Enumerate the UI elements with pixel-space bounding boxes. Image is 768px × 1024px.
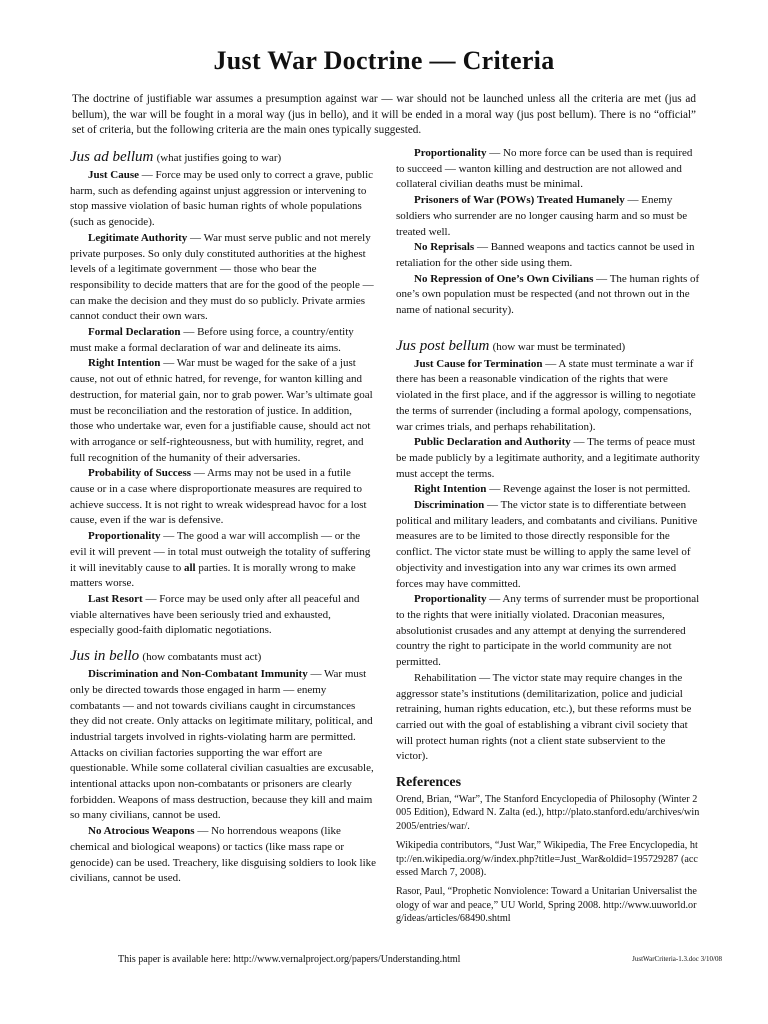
criterion-text: Force may be used only to correct a grave, public harm, such as defending against unjust aggression or intervening to stop massive violation of basic human rights of whole populations (such as genocide). (70, 169, 374, 229)
criterion: Right Intention — Revenge against the loser is not permitted. (414, 483, 691, 496)
criterion: Proportionality — The good a war will accomplish — or the evil it will prevent — in total must outweigh the totality of suffering it will inevitably cause to all parties. It is morally wrong to make matters worse. (70, 530, 371, 590)
criterion-text: Banned weapons and tactics cannot be used in retaliation for the other side using them. (396, 241, 695, 269)
criterion: Proportionality — Any terms of surrender must be proportional to the rights that were initially violated. Draconian measures, absolutionist crusades and any attempt at denying the surrendered country the right to participate in the world community are not permitted. (396, 593, 700, 669)
criterion: Probability of Success — Arms may not be used in a futile cause or in a case where disproportionate measures are required to achieve success. It is not right to wreak widespread havoc for a lost cause, even if the war is defensive. (70, 467, 367, 527)
criterion-text: The human rights of one’s own population must be respected (and not thrown out in the name of national security). (396, 272, 700, 317)
criterion-name: No Reprisals (414, 241, 475, 254)
footer-note: This paper is available here: http://www.vernalproject.org/papers/Understanding.html (118, 954, 461, 965)
section-note: (how war must be terminated) (492, 340, 626, 353)
criterion-text: War must serve public and not merely private purposes. So only duly constituted authorities at the highest levels of a legitimate government — those who bear the responsibility to decide matters that are for the good of the people — can make the decision and they must do so publicly. Private armies cannot conduct their own wars. (70, 231, 374, 323)
criterion-emphasis: all (183, 561, 196, 574)
criterion-text: No more force can be used than is required to succeed — wanton killing and destruction are not allowed and collateral civilian deaths must be minimal. (396, 147, 693, 191)
criterion-text: Before using force, a country/entity must make a formal declaration of war and delineate its aims. (70, 326, 354, 354)
criterion-name: Discrimination and Non-Combatant Immunity (88, 668, 308, 681)
criterion-name: Legitimate Authority (88, 231, 188, 244)
criterion-text: The victor state is to differentiate between political and military leaders, and combatants and civilians. Punitive measures are to be limited to those directly responsible for the conflict. The victor state must be willing to apply the same level of objectivity and investigation into any war crimes its own armed forces may have committed. (396, 499, 698, 590)
criterion-text: Arms may not be used in a futile cause or in a case where disproportionate measures are required to achieve success. It is not right to wreak widespread havoc for a lost cause, even if the war is defensive. (70, 467, 367, 527)
section-term: Jus post bellum (396, 337, 490, 354)
criterion-name: Just Cause for Termination (414, 357, 543, 370)
criterion-text: No horrendous weapons (like chemical and biological weapons) or tactics (like mass rape or genocide) can be used. Treachery, like disguising soldiers to look like civilians, cannot be used. (70, 825, 377, 885)
reference-item: Rasor, Paul, “Prophetic Nonviolence: Toward a Unitarian Universalist theology of war and peace,” UU World, Spring 2008. http://www.uuworld.org/ideas/articles/68490.shtml (396, 886, 697, 925)
criterion: Just Cause for Termination — A state must terminate a war if there has been a reasonable vindication of the rights that were violated in the first place, and if the aggressor is willing to negotiate the terms of surrender (including a formal apology, compensations, war crimes trials, and perhaps rehabilitation). (396, 357, 696, 433)
reference-item: Wikipedia contributors, “Just War,” Wikipedia, The Free Encyclopedia, http://en.wikipedia.org/w/index.php?title=Just_War&oldid=195729287 (accessed March 7, 2008). (396, 840, 698, 879)
criterion-name: Formal Declaration (88, 326, 181, 339)
criterion-text: The good a war will accomplish — or the evil it will prevent — in total must outweigh the totality of suffering it will inevitably cause to (70, 530, 371, 574)
criterion-text: parties. It is morally wrong to make matters worse. (70, 561, 356, 590)
criterion-name: Just Cause (88, 169, 140, 181)
criterion: Legitimate Authority — War must serve public and not merely private purposes. So only duly constituted authorities at the highest levels of a legitimate government — those who bear the responsibility to decide matters that are for the good of the people — can make the decision and they must do so publicly. Private armies cannot conduct their own wars. (70, 231, 374, 323)
criterion-rehabilitation: Rehabilitation — The victor state may require changes in the aggressor state’s institutions (demilitarization, police and judicial retraining, human rights education, etc.), but these reforms must be carried out with the goal of establishing a vibrant civil society that will protect human rights (not a client state subservient to the victor). (396, 671, 692, 763)
criterion-text: The terms of peace must be made publicly by a legitimate authority, and a legitimate authority must accept the terms. (396, 436, 700, 480)
criterion: No Atrocious Weapons — No horrendous weapons (like chemical and biological weapons) or tactics (like mass rape or genocide) can be used. Treachery, like disguising soldiers to look like civilians, cannot be used. (70, 825, 377, 885)
criterion: Public Declaration and Authority — The terms of peace must be made publicly by a legitimate authority, and a legitimate authority must accept the terms. (396, 436, 700, 480)
references-heading: References (396, 775, 462, 791)
page-title: Just War Doctrine — Criteria (213, 46, 555, 75)
criterion: Last Resort — Force may be used only after all peaceful and viable alternatives have been seriously tried and exhausted, especially good-faith diplomatic negotiations. (70, 592, 360, 637)
right-column (396, 146, 700, 932)
criterion: Just Cause — Force may be used only to correct a grave, public harm, such as defending against unjust aggression or intervening to stop massive violation of basic human rights of whole populations (such as genocide). (70, 169, 374, 229)
reference-item: Orend, Brian, “War”, The Stanford Encyclopedia of Philosophy (Winter 2005 Edition), Edward N. Zalta (ed.), http://plato.stanford.edu/archives/win2005/entries/war/. (396, 794, 700, 832)
section-heading-ad-bellum (70, 148, 376, 167)
criterion: No Reprisals — Banned weapons and tactics cannot be used in retaliation for the other side using them. (396, 241, 695, 269)
criterion-name: Right Intention (88, 357, 161, 370)
document-id: JustWarCriteria-1.3.doc 3/10/08 (632, 955, 722, 963)
criterion: Right Intention — War must be waged for the sake of a just cause, not out of ethnic hatred, for revenge, for wanton killing and destruction, for material gain, nor to grab power. War’s ultimate goal must be reconciliation and the restoration of justice. In addition, those who undertake war, even for a justifiable cause, should act not with arrogance or self-righteousness, but with humility, regret, and full recognition of the humanity of their adversaries. (70, 357, 373, 464)
criterion-text: Any terms of surrender must be proportional to the rights that were initially violated. Draconian measures, absolutionist crusades and any attempt at denying the surrendered country the right to participate in the world community are not permitted. (396, 593, 700, 669)
criterion-name: Public Declaration and Authority (414, 436, 571, 449)
criterion-name: Proportionality (414, 593, 487, 606)
criterion-text: Revenge against the loser is not permitted. (502, 483, 691, 496)
criterion-text: War must only be directed towards those engaged in harm — enemy combatants — and not towards civilians caught in circumstances they did not create. Only attacks on legitimate military, political, and industrial targets involved in rights-violating harm are permitted. Attacks on civilian factories supporting the war effort are questionable. While some collateral civilian casualties are excusable, intentional attacks upon non-combatants or prisoners are clearly forbidden. Weapons of mass destruction, because they kill and maim so many civilians, cannot be used. (70, 668, 374, 822)
in-bello-continued (396, 146, 700, 319)
criterion-name: No Repression of One’s Own Civilians (414, 272, 594, 285)
criterion-name: Probability of Success (88, 467, 192, 480)
criterion-text: Enemy soldiers who surrender are no longer causing harm and so must be treated well. (396, 194, 688, 238)
criterion-name: Proportionality (414, 147, 487, 159)
criterion: Proportionality — No more force can be used than is required to succeed — wanton killing and destruction are not allowed and collateral civilian deaths must be minimal. (396, 147, 693, 191)
criterion-name: Prisoners of War (POWs) Treated Humanely (414, 194, 625, 207)
criterion: Formal Declaration — Before using force, a country/entity must make a formal declaration of war and delineate its aims. (70, 326, 354, 354)
section-note: (how combatants must act) (142, 651, 262, 664)
criterion: Discrimination and Non-Combatant Immunity — War must only be directed towards those engaged in harm — enemy combatants — and not towards civilians caught in circumstances they did not create. Only attacks on legitimate military, political, and industrial targets involved in rights-violating harm are permitted. Attacks on civilian factories supporting the war effort are questionable. While some collateral civilian casualties are excusable, intentional attacks upon non-combatants or prisoners are clearly forbidden. Weapons of mass destruction, because they kill and maim so many civilians, cannot be used. (70, 668, 374, 822)
criterion-name: No Atrocious Weapons (88, 825, 195, 838)
criterion: No Repression of One’s Own Civilians — The human rights of one’s own population must be respected (and not thrown out in the name of national security). (396, 272, 700, 317)
section-heading-post-bellum (396, 337, 700, 356)
section-term: Jus in bello (70, 648, 140, 665)
criterion-name: Proportionality (88, 530, 161, 543)
section-term: Jus ad bellum (70, 149, 154, 165)
intro-paragraph: The doctrine of justifiable war assumes a presumption against war — war should not be launched unless all the criteria are met (jus ad bellum), the war will be fought in a moral way (jus in bello), and it will be ended in a moral way (jus post bellum). There is no “official” set of criteria, but the following criteria are the main ones typically suggested. (72, 93, 696, 137)
section-heading-in-bello (70, 647, 376, 666)
left-column (70, 146, 376, 887)
criterion-name: Discrimination (414, 499, 485, 512)
criterion-name: Right Intention (414, 483, 487, 496)
section-note: (what justifies going to war) (156, 152, 282, 164)
criterion-name: Last Resort (88, 592, 143, 605)
criterion-text: A state must terminate a war if there has been a reasonable vindication of the rights that were violated in the first place, and if the aggressor is willing to negotiate the terms of surrender (including a formal apology, compensations, war crimes trials, and perhaps rehabilitation). (396, 357, 696, 433)
criterion-text: War must be waged for the sake of a just cause, not out of ethnic hatred, for revenge, for wanton killing and destruction, for material gain, nor to grab power. War’s ultimate goal must be reconciliation and the restoration of justice. In addition, those who undertake war, even for a justifiable cause, should act not with arrogance or self-righteousness, but with humility, regret, and full recognition of the humanity of their adversaries. (70, 357, 373, 464)
criterion: Discrimination — The victor state is to differentiate between political and military leaders, and combatants and civilians. Punitive measures are to be limited to those directly responsible for the conflict. The victor state must be willing to apply the same level of objectivity and investigation into any war crimes its own armed forces may have committed. (396, 499, 698, 590)
criterion: Prisoners of War (POWs) Treated Humanely — Enemy soldiers who surrender are no longer causing harm and so must be treated well. (396, 194, 688, 238)
criterion-text: Force may be used only after all peaceful and viable alternatives have been seriously tried and exhausted, especially good-faith diplomatic negotiations. (70, 592, 360, 637)
